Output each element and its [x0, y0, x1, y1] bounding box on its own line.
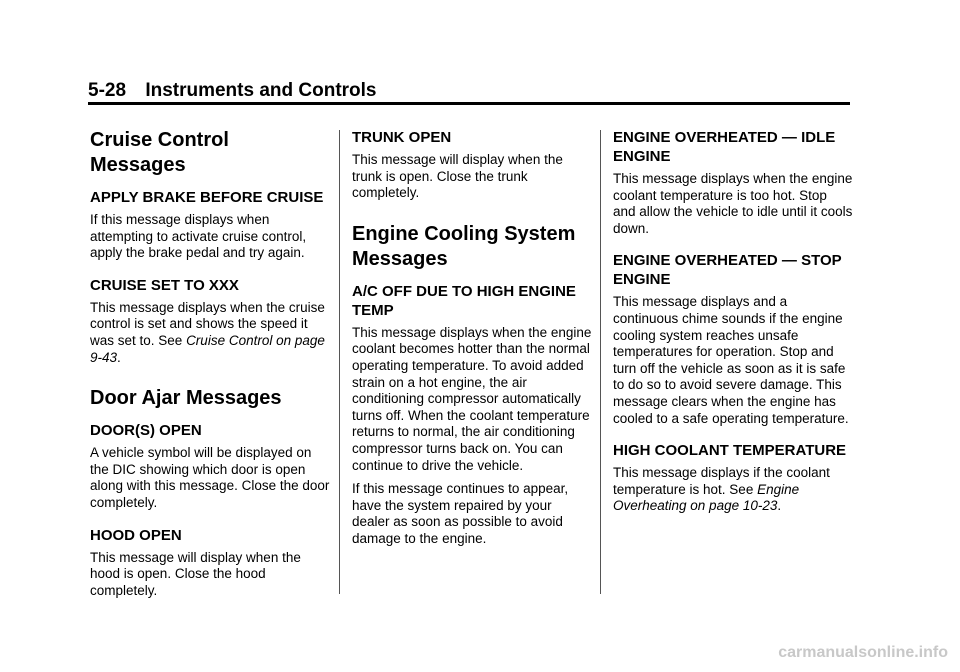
subheading-cruise-set: CRUISE SET TO XXX [90, 276, 239, 294]
column-divider-1 [339, 130, 340, 594]
subheading-overheated-stop: ENGINE OVERHEATED — STOP ENGINE [613, 252, 842, 289]
text-ac-off-2: If this message continues to appear, have the system repaired by your dealer as soon as possible to avoid damage to the engine. [352, 481, 569, 546]
text-cruise-set: This message displays when the cruise control is set and shows the speed it was set to. See Cruise Control on page 9-43. [90, 299, 325, 365]
subheading-doors-open: DOOR(S) OPEN [90, 422, 202, 440]
text-doors-open: A vehicle symbol will be displayed on the DIC showing which door is open along with this message. Close the door completely. [90, 445, 330, 510]
heading-door-ajar-messages: Door Ajar Messages [90, 387, 282, 410]
page-header [88, 80, 377, 102]
column-3 [613, 128, 853, 529]
watermark: carmanualsonline.info [778, 644, 948, 661]
subheading-overheated-idle: ENGINE OVERHEATED — IDLE ENGINE [613, 129, 836, 165]
heading-engine-cooling-messages: Engine Cooling System Messages [352, 222, 576, 270]
text-apply-brake: If this message displays when attempting to activate cruise control, apply the brake pedal and try again. [90, 212, 307, 261]
section-title: Instruments and Controls [145, 80, 377, 101]
header-rule [88, 102, 850, 105]
column-2 [352, 128, 592, 562]
ref-cruise-control[interactable]: Cruise Control on page 9-43 [90, 332, 325, 365]
text-overheated-idle: This message displays when the engine coolant temperature is too hot. Stop and allow the vehicle to idle until it cools down. [613, 171, 853, 236]
text-hood-open: This message will display when the hood is open. Close the hood completely. [90, 549, 301, 598]
column-divider-2 [600, 130, 601, 594]
page-number: 5-28 [88, 80, 127, 101]
text-trunk-open: This message will display when the trunk is open. Close the trunk completely. [352, 152, 563, 201]
subheading-high-coolant: HIGH COOLANT TEMPERATURE [613, 442, 847, 460]
text-ac-off-1: This message displays when the engine coolant becomes hotter than the normal operating temperature. To avoid added strain on a hot engine, the air conditioning compressor automatically turns off. When the coolant temperature returns to normal, the air conditioning compressor turns back on. You can continue to drive the vehicle. [352, 324, 592, 473]
heading-cruise-control-messages: Cruise Control Messages [90, 129, 229, 176]
subheading-hood-open: HOOD OPEN [90, 526, 182, 544]
subheading-trunk-open: TRUNK OPEN [352, 129, 452, 146]
subheading-ac-off: A/C OFF DUE TO HIGH ENGINE TEMP [352, 282, 576, 319]
ref-engine-overheating[interactable]: Engine Overheating on page 10-23 [613, 481, 800, 514]
column-1 [90, 128, 330, 613]
text-overheated-stop: This message displays and a continuous chime sounds if the engine cooling system reaches unsafe temperatures for operation. Stop and turn off the vehicle as soon as it is safe to do so to avoid severe damage. This message clears when the engine has cooled to a safe operating temperature. [613, 294, 849, 426]
text-high-coolant: This message displays if the coolant temperature is hot. See Engine Overheating on page 10-23. [613, 465, 830, 514]
subheading-apply-brake: APPLY BRAKE BEFORE CRUISE [90, 189, 324, 206]
